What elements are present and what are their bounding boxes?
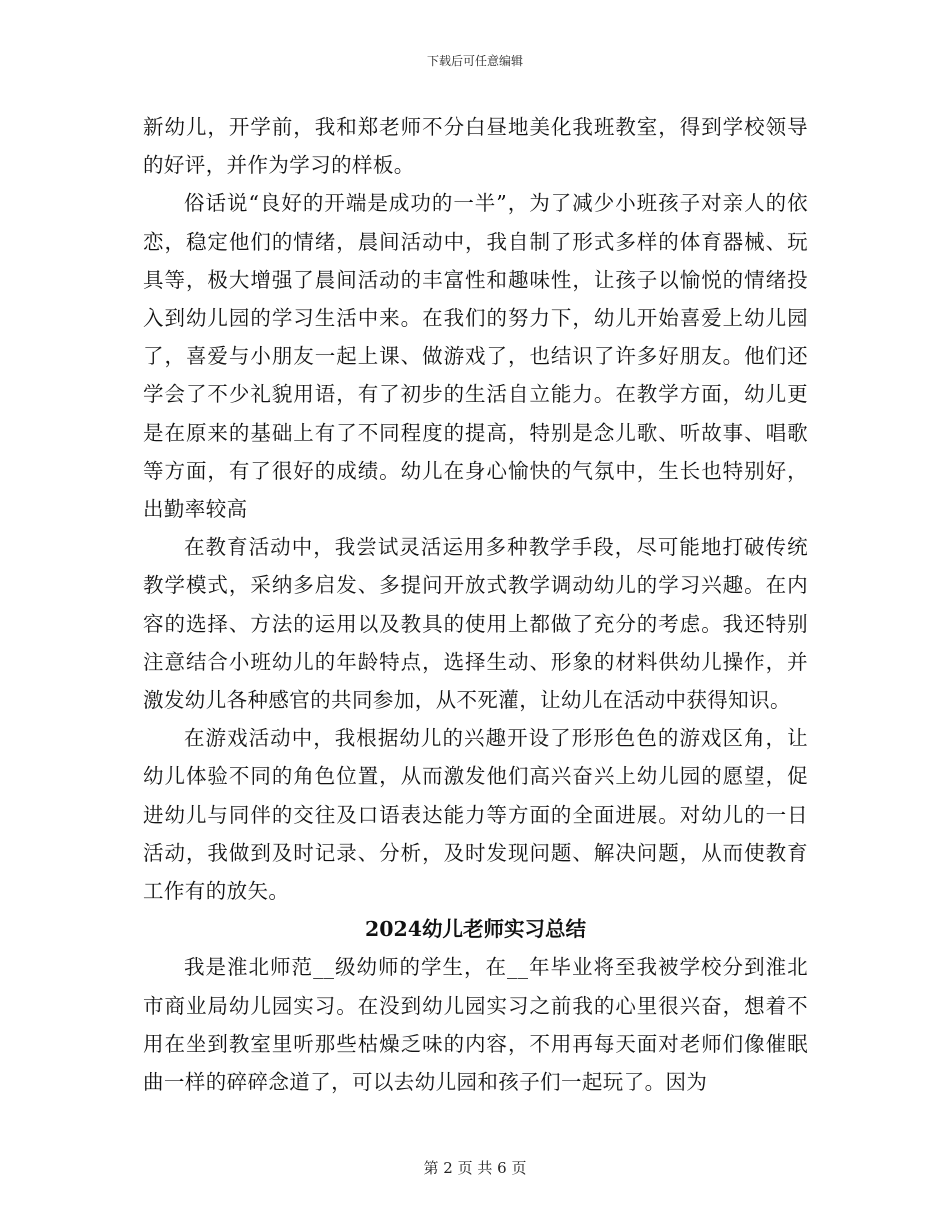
paragraph-4: 在游戏活动中，我根据幼儿的兴趣开设了形形色色的游戏区角，让幼儿体验不同的角色位置，从而激发他们高兴奋兴上幼儿园的愿望，促进幼儿与同伴的交往及口语表达能力等方面的全面进展。对幼儿的一日活动，我做到及时记录、分析，及时发现问题、解决问题，从而使教育工作有的放矢。 bbox=[143, 726, 808, 904]
document-body bbox=[143, 108, 808, 1101]
paragraph-1: 新幼儿，开学前，我和郑老师不分白昼地美化我班教室，得到学校领导的好评，并作为学习的样板。 bbox=[143, 115, 808, 178]
paragraph-2: 俗话说“良好的开端是成功的一半”，为了减少小班孩子对亲人的依恋，稳定他们的情绪，晨间活动中，我自制了形式多样的体育器械、玩具等，极大增强了晨间活动的丰富性和趣味性，让孩子以愉悦的情绪投入到幼儿园的学习生活中来。在我们的努力下，幼儿开始喜爱上幼儿园了，喜爱与小朋友一起上课、做游戏了，也结识了许多好朋友。他们还学会了不少礼貌用语，有了初步的生活自立能力。在教学方面，幼儿更是在原来的基础上有了不同程度的提高，特别是念儿歌、听故事、唱歌等方面，有了很好的成绩。幼儿在身心愉快的气氛中，生长也特别好，出勤率较高 bbox=[143, 191, 808, 522]
section-title: 2024幼儿老师实习总结 bbox=[364, 917, 587, 942]
page-indicator: 第 2 页 共 6 页 bbox=[423, 1159, 527, 1177]
paragraph-5: 我是淮北师范__级幼师的学生，在__年毕业将至我被学校分到淮北市商业局幼儿园实习。在没到幼儿园实习之前我的心里很兴奋，想着不用在坐到教室里听那些枯燥乏味的内容，不用再每天面对老师们像催眠曲一样的碎碎念道了，可以去幼儿园和孩子们一起玩了。因为 bbox=[143, 955, 808, 1095]
paragraph-3: 在教育活动中，我尝试灵活运用多种教学手段，尽可能地打破传统教学模式，采纳多启发、多提问开放式教学调动幼儿的学习兴趣。在内容的选择、方法的运用以及教具的使用上都做了充分的考虑。我还特别注意结合小班幼儿的年龄特点，选择生动、形象的材料供幼儿操作，并激发幼儿各种感官的共同参加，从不死灌，让幼儿在活动中获得知识。 bbox=[143, 535, 808, 713]
download-note: 下载后可任意编辑 bbox=[426, 54, 523, 68]
